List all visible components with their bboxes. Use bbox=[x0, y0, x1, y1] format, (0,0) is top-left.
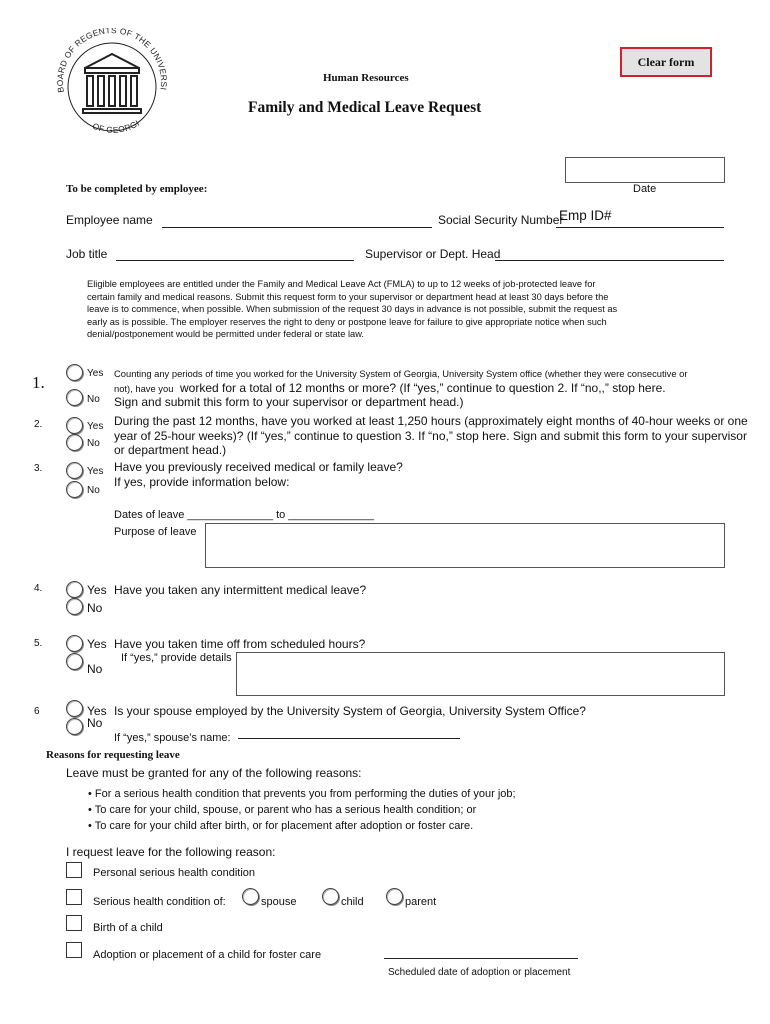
fmla-intro: Eligible employees are entitled under the Family and Medical Leave Act (FMLA) to up to 12 weeks of job-protected leave for certain family and medical reasons. Submit this request form to your supervisor or department head at least 30 days before the leave is to commence, when possible. When submission of the request 30 days in advance is not possible, submit the request as early as is possible. The employer reserves the right to deny or postpone leave for failure to give appropriate notice when such denial/postponement would be permitted under federal or state law. bbox=[87, 279, 618, 340]
personal-condition-label: Personal serious health condition bbox=[93, 867, 256, 879]
ssn-label: Social Security Number bbox=[438, 213, 564, 227]
board-of-regents-seal bbox=[55, 28, 170, 146]
q1-number: 1. bbox=[32, 373, 45, 392]
q6-yes-radio[interactable] bbox=[66, 700, 83, 717]
q5-number: 5. bbox=[34, 638, 43, 649]
supervisor-field[interactable] bbox=[495, 260, 724, 261]
personal-condition-checkbox[interactable] bbox=[66, 862, 82, 878]
q5-details-field[interactable] bbox=[236, 652, 725, 696]
birth-label: Birth of a child bbox=[93, 922, 163, 934]
q5-yes-label: Yes bbox=[87, 637, 107, 651]
q1-text-line1: Counting any periods of time you worked for the University System of Georgia, University System office (whether they were consecutive or bbox=[114, 368, 688, 379]
ssn-field-line bbox=[556, 227, 724, 228]
svg-text:BOARD OF REGENTS OF THE UNIVER: BOARD OF REGENTS OF THE UNIVERSI bbox=[55, 28, 170, 94]
parent-label: parent bbox=[405, 896, 437, 908]
q2-yes-label: Yes bbox=[87, 421, 104, 432]
q1-yes-label: Yes bbox=[87, 368, 104, 379]
q3-yes-label: Yes bbox=[87, 466, 104, 477]
ssn-field[interactable]: Emp ID# bbox=[559, 208, 612, 223]
employee-section-heading: To be completed by employee: bbox=[66, 183, 208, 195]
q1-text-line2a: not), have you bbox=[114, 383, 174, 394]
reasons-intro: Leave must be granted for any of the following reasons: bbox=[66, 766, 362, 780]
spouse-name-field[interactable] bbox=[238, 738, 460, 739]
birth-checkbox[interactable] bbox=[66, 915, 82, 931]
q1-text-line3: Sign and submit this form to your supervisor or department head.) bbox=[114, 395, 464, 409]
q4-no-label: No bbox=[87, 601, 103, 615]
job-title-label: Job title bbox=[66, 247, 108, 261]
supervisor-label: Supervisor or Dept. Head bbox=[365, 247, 501, 261]
q2-text: During the past 12 months, have you worked at least 1,250 hours (approximately eight months of 40-hour weeks or one year of 25-hour weeks)? (If “yes,” continue to question 3. If “no,” stop here. Sign and submit this form to your supervisor or department head.) bbox=[114, 414, 748, 457]
q5-text: Have you taken time off from scheduled hours? bbox=[114, 637, 366, 651]
q4-yes-radio[interactable] bbox=[66, 581, 83, 598]
employee-name-field[interactable] bbox=[162, 227, 432, 228]
q1-text-line2b: worked for a total of 12 months or more? (If “yes,” continue to question 2. If “no,,” stop here. bbox=[180, 381, 666, 395]
reasons-bullets bbox=[88, 786, 516, 834]
reasons-heading: Reasons for requesting leave bbox=[46, 749, 180, 761]
spouse-name-label: If “yes,” spouse’s name: bbox=[114, 732, 231, 744]
q6-number: 6 bbox=[34, 706, 40, 717]
q4-text: Have you taken any intermittent medical leave? bbox=[114, 583, 367, 597]
list-item: • To care for your child, spouse, or parent who has a serious health condition; or bbox=[88, 804, 477, 816]
spouse-label: spouse bbox=[261, 896, 297, 908]
dates-of-leave-label: Dates of leave ______________ to ______________ bbox=[114, 509, 374, 521]
q2-no-label: No bbox=[87, 438, 100, 449]
q5-yes-radio[interactable] bbox=[66, 635, 83, 652]
serious-condition-label: Serious health condition of: bbox=[93, 896, 226, 908]
purpose-of-leave-field[interactable] bbox=[205, 523, 725, 568]
q1-yes-radio[interactable] bbox=[66, 364, 83, 381]
adoption-checkbox[interactable] bbox=[66, 942, 82, 958]
q3-no-radio[interactable] bbox=[66, 481, 83, 498]
adoption-label: Adoption or placement of a child for foster care bbox=[93, 949, 322, 961]
q2-yes-radio[interactable] bbox=[66, 417, 83, 434]
q3-no-label: No bbox=[87, 485, 100, 496]
clear-form-button[interactable]: Clear form bbox=[620, 47, 712, 77]
q3-text: Have you previously received medical or family leave? If yes, provide information below: bbox=[114, 460, 403, 489]
q4-number: 4. bbox=[34, 583, 43, 594]
list-item: • For a serious health condition that prevents you from performing the duties of your job; bbox=[88, 788, 516, 800]
purpose-of-leave-label: Purpose of leave bbox=[114, 526, 197, 538]
q5-no-radio[interactable] bbox=[66, 653, 83, 670]
job-title-field[interactable] bbox=[116, 260, 354, 261]
page-title: Family and Medical Leave Request bbox=[248, 99, 482, 116]
scheduled-date-field[interactable] bbox=[384, 958, 578, 959]
q3-yes-radio[interactable] bbox=[66, 462, 83, 479]
q1-no-label: No bbox=[87, 394, 100, 405]
parent-radio[interactable] bbox=[386, 888, 403, 905]
q6-text: Is your spouse employed by the University System of Georgia, University System Office? bbox=[114, 704, 586, 718]
q2-number: 2. bbox=[34, 419, 43, 430]
department-label: Human Resources bbox=[323, 72, 409, 84]
child-radio[interactable] bbox=[322, 888, 339, 905]
list-item: • To care for your child after birth, or for placement after adoption or foster care. bbox=[88, 820, 474, 832]
scheduled-date-label: Scheduled date of adoption or placement bbox=[388, 967, 571, 978]
spouse-radio[interactable] bbox=[242, 888, 259, 905]
date-field[interactable] bbox=[565, 157, 725, 183]
employee-name-label: Employee name bbox=[66, 213, 153, 227]
child-label: child bbox=[341, 896, 364, 908]
q5-details-label: If “yes,” provide details bbox=[121, 652, 232, 664]
q2-no-radio[interactable] bbox=[66, 434, 83, 451]
q4-no-radio[interactable] bbox=[66, 598, 83, 615]
request-label: I request leave for the following reason: bbox=[66, 845, 276, 859]
q6-no-label: No bbox=[87, 716, 103, 730]
q5-no-label: No bbox=[87, 662, 103, 676]
date-label: Date bbox=[633, 183, 657, 195]
serious-condition-checkbox[interactable] bbox=[66, 889, 82, 905]
q1-no-radio[interactable] bbox=[66, 389, 83, 406]
q6-no-radio[interactable] bbox=[66, 718, 83, 735]
svg-text:OF GEORGIA: OF GEORGI bbox=[91, 117, 142, 135]
q3-number: 3. bbox=[34, 463, 43, 474]
q4-yes-label: Yes bbox=[87, 583, 107, 597]
q6-yes-label: Yes bbox=[87, 704, 107, 718]
